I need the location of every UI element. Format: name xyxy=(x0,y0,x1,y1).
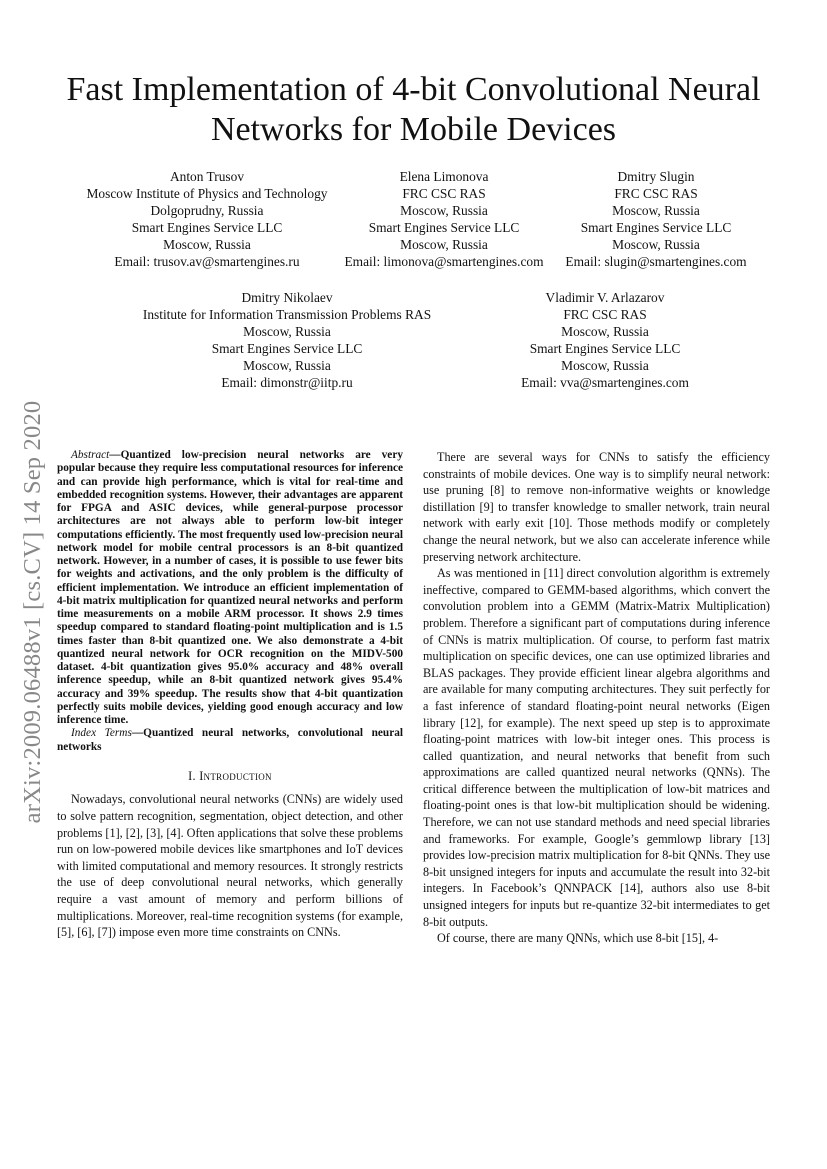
author-affiliation: FRC CSC RAS xyxy=(563,307,647,323)
author-affiliation: Smart Engines Service LLC xyxy=(211,341,363,357)
author-block-limonova xyxy=(334,168,554,271)
author-affiliation: Smart Engines Service LLC xyxy=(529,341,681,357)
author-email: Email: slugin@smartengines.com xyxy=(565,254,747,270)
author-affiliation: FRC CSC RAS xyxy=(614,186,698,202)
author-location: Moscow, Russia xyxy=(561,324,649,340)
author-name: Anton Trusov xyxy=(169,169,245,184)
author-location: Moscow, Russia xyxy=(400,203,488,219)
author-email: Email: trusov.av@smartengines.ru xyxy=(114,254,300,270)
author-affiliation: Smart Engines Service LLC xyxy=(131,220,283,236)
abstract xyxy=(57,449,403,727)
section-heading-introduction xyxy=(57,768,403,785)
arxiv-id-text: arXiv:2009.06488v1 [cs.CV] 14 Sep 2020 xyxy=(19,400,46,824)
author-location: Moscow, Russia xyxy=(243,324,331,340)
arxiv-identifier xyxy=(16,362,50,862)
author-affiliation: FRC CSC RAS xyxy=(402,186,486,202)
author-location: Dolgoprudny, Russia xyxy=(150,203,264,219)
left-column xyxy=(57,449,403,941)
abstract-text: —Quantized low-precision neural networks are very popular because they require less computational resources for inference and can provide high performance, which is vital for real-time and embedded recognition systems. However, their advantages are apparent for FPGA and ASIC devices, while general-purpose processor architectures are not always able to perform low-bit integer computations efficiently. The most frequently used low-precision neural network model for mobile central processors is an 8-bit quantized network. However, in a number of cases, it is possible to use fewer bits for weights and activations, and the only problem is the difficulty of efficient implementation. We introduce an efficient implementation of 4-bit matrix multiplication for quantized neural networks and perform time measurements on a mobile ARM processor. It shows 2.9 times speedup compared to standard floating-point multiplication and is 1.5 times faster than 8-bit quantized one. We also demonstrate a 4-bit quantized neural network for OCR recognition on the MIDV-500 dataset. 4-bit quantization gives 95.0% accuracy and 48% overall inference speedup, while an 8-bit quantized network gives 95.4% accuracy and 39% speedup. The results show that 4-bit quantization perfectly suits mobile devices, yielding good enough accuracy and low inference time. xyxy=(57,449,403,726)
author-email: Email: limonova@smartengines.com xyxy=(344,254,544,270)
index-terms-text: —Quantized neural networks, convolutional neural networks xyxy=(57,727,404,753)
index-terms xyxy=(57,727,403,754)
author-block-trusov xyxy=(53,168,361,271)
author-location: Moscow, Russia xyxy=(561,358,649,374)
author-location: Moscow, Russia xyxy=(163,237,251,253)
title-line-1: Fast Implementation of 4-bit Convolutional Neural xyxy=(66,71,761,108)
author-affiliation: Smart Engines Service LLC xyxy=(580,220,732,236)
paper-title xyxy=(40,70,787,150)
title-line-2: Networks for Mobile Devices xyxy=(210,111,617,148)
right-column xyxy=(423,449,770,947)
section-title: Introduction xyxy=(199,768,272,783)
abstract-label: Abstract xyxy=(71,449,110,461)
paragraph: Nowadays, convolutional neural networks (CNNs) are widely used to solve pattern recognition, segmentation, object detection, and other problems [1], [2], [3], [4]. Often applications that solve these problems run on low-powered mobile devices like smartphones and IoT devices with limited computational and memory resources. It strongly restricts the use of deep convolutional neural networks, which generally require a vast amount of memory and perform billions of multiplications. Moreover, real-time recognition systems (for example, [5], [6], [7]) impose even more time constraints on CNNs. xyxy=(57,792,403,940)
author-location: Moscow, Russia xyxy=(243,358,331,374)
author-affiliation: Moscow Institute of Physics and Technology xyxy=(86,186,328,202)
author-location: Moscow, Russia xyxy=(612,237,700,253)
author-email: Email: vva@smartengines.com xyxy=(521,375,689,391)
author-name: Elena Limonova xyxy=(399,169,489,184)
author-name: Dmitry Slugin xyxy=(617,169,695,184)
author-block-slugin xyxy=(556,168,756,271)
paragraph: As was mentioned in [11] direct convolution algorithm is extremely ineffective, compared to GEMM-based algorithms, which convert the convolution problem into a GEMM (Matrix-Matrix Multiplication) problem. Therefore a significant part of computations during inference of CNNs is matrix multiplication. Of course, to perform fast matrix multiplication on specific devices, one can use optimized libraries and BLAS packages. They provide efficient linear algebra algorithms and are available for many computing architectures. They suit perfectly for a fast inference of standard floating-point neural networks (Eigen library [12], for example). The next speed up step is to approximate floating-point matrices with low-bit integer ones. This process is called quantization, and neural networks that benefit from such approximations are called quantized neural networks (QNNs). The critical difference between the multiplication of low-bit matrices and floating-point ones is that low-bit multiplication should be widening. Therefore, we can not use standard methods and need special libraries and frameworks. For example, Google’s gemmlowp library [13] provides low-precision matrix multiplication for 8-bit QNNs. They use 8-bit unsigned integers for inputs and accumulate the result into 32-bit integers. In Facebook’s QNNPACK [14], authors also use 8-bit unsigned integers for inputs but re-quantize 32-bit intermediates to get 8-bit outputs. xyxy=(423,566,770,929)
section-number: I. xyxy=(188,768,196,783)
author-name: Vladimir V. Arlazarov xyxy=(545,290,665,305)
author-affiliation: Institute for Information Transmission Problems RAS xyxy=(142,307,432,323)
author-email: Email: dimonstr@iitp.ru xyxy=(221,375,353,391)
author-location: Moscow, Russia xyxy=(612,203,700,219)
index-terms-label: Index Terms xyxy=(71,727,132,740)
paragraph: There are several ways for CNNs to satisfy the efficiency constraints of mobile devices. One way is to simplify neural network: use pruning [8] to remove non-informative weights or knowledge distillation [9] to transfer knowledge to smaller network, train neural network with early exit [10]. Those methods modify or completely change the neural network, but we also can accelerate inference while preserving network architecture. xyxy=(423,450,770,564)
paragraph: Of course, there are many QNNs, which use 8-bit [15], 4- xyxy=(437,931,719,946)
author-block-nikolaev xyxy=(128,289,446,392)
author-block-arlazarov xyxy=(505,289,705,392)
author-name: Dmitry Nikolaev xyxy=(241,290,333,305)
author-affiliation: Smart Engines Service LLC xyxy=(368,220,520,236)
author-location: Moscow, Russia xyxy=(400,237,488,253)
